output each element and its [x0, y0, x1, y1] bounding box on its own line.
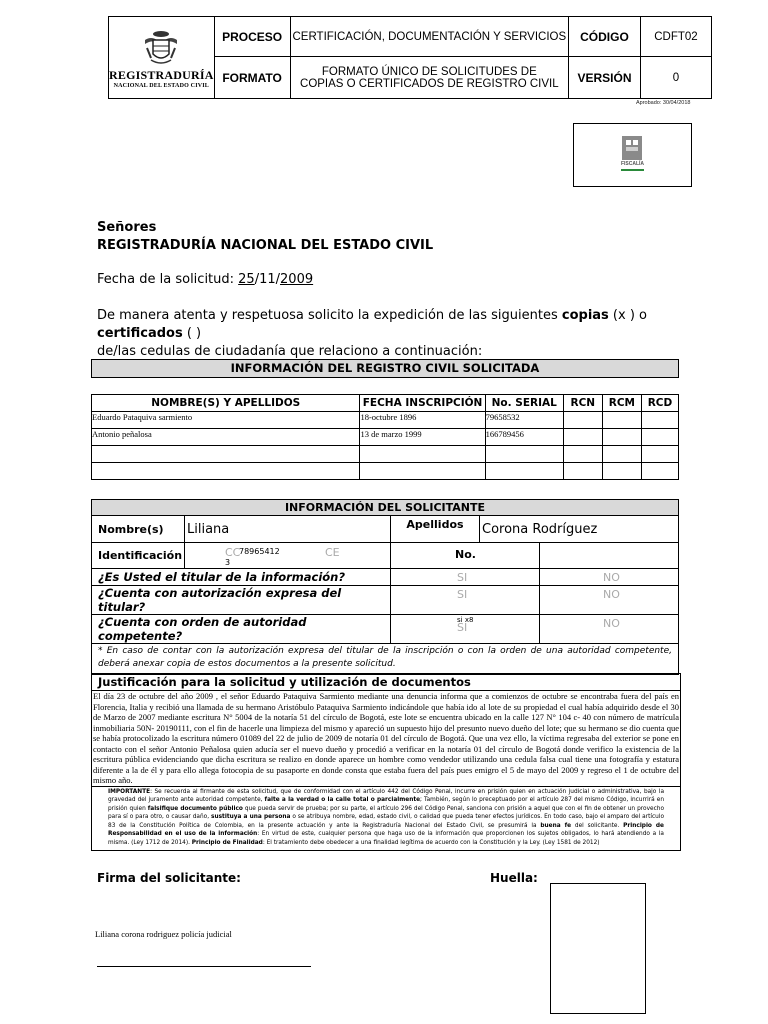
cell-serial[interactable]: 166789456 — [485, 429, 563, 446]
cell-rcn[interactable] — [563, 446, 602, 463]
cc-label[interactable]: CC — [225, 546, 241, 559]
version-value: 0 — [640, 57, 711, 99]
justificacion-box — [91, 673, 681, 851]
cell-fecha[interactable]: 18-octubre 1896 — [360, 412, 485, 429]
question-autorizacion: ¿Cuenta con autorización expresa del titular? — [92, 586, 391, 615]
cell-rcd[interactable] — [641, 412, 678, 429]
cell-fecha[interactable]: 13 de marzo 1999 — [360, 429, 485, 446]
identificacion-label: Identificación — [92, 543, 185, 569]
copias-word: copias — [561, 308, 609, 323]
answer-autorizacion — [391, 586, 679, 615]
question-orden: ¿Cuenta con orden de autoridad competente? — [92, 615, 391, 644]
col-nombres: NOMBRE(S) Y APELLIDOS — [92, 395, 360, 412]
legal-run: del solicitante. — [571, 822, 624, 829]
cell-serial[interactable] — [485, 463, 563, 480]
date-label: Fecha de la solicitud: — [97, 272, 239, 287]
cc-value-2: 3 — [225, 558, 231, 567]
answer-titular-si[interactable]: SI — [457, 571, 468, 584]
legal-notice — [92, 786, 680, 850]
nombre-value[interactable]: Liliana — [185, 516, 391, 543]
codigo-value: CDFT02 — [640, 17, 711, 57]
col-rcd: RCD — [641, 395, 678, 412]
answer-titular-no[interactable]: NO — [603, 571, 620, 584]
legal-run: : El tratamiento debe obedecer a una finalidad legítima de acuerdo con la Constitución y la Ley. (Ley 1581 de 2012) — [262, 840, 600, 847]
logo-subtitle: NACIONAL DEL ESTADO CIVIL — [113, 83, 210, 89]
cell-nombre[interactable] — [92, 463, 360, 480]
answer-orden-no[interactable]: NO — [603, 617, 620, 630]
cell-rcn[interactable] — [563, 412, 602, 429]
cell-rcm[interactable] — [602, 412, 641, 429]
legal-bold-run: falsifique documento público — [147, 805, 243, 812]
cell-rcm[interactable] — [602, 446, 641, 463]
recipient: REGISTRADURÍA NACIONAL DEL ESTADO CIVIL — [97, 238, 434, 253]
answer-titular — [391, 569, 679, 586]
signature-text: Liliana corona rodriguez policía judicial — [95, 929, 232, 939]
cell-serial[interactable] — [485, 446, 563, 463]
answer-orden-mark: si x8 — [457, 616, 474, 624]
cell-rcd[interactable] — [641, 463, 678, 480]
numero-divider — [539, 542, 540, 569]
justificacion-body[interactable]: El día 23 de octubre del año 2009 , el señor Eduardo Pataquiva Sarmiento mediante una denuncia informa que a comienzos de octubre se encontraba fuera del país en Florencia, Italia y recibió una llamada de su hermano Aristóbulo Pataquiva Sarmiento indicándole que había ido al lote de su propiedad el cual había adquirido desde el 30 de Marzo de 2007 mediante escritura N° 5004 de la notaría 51 del círculo de Bogotá, este lote se encuentra ubicado en la calle 127 N° 104 c- 40 con número de matrícula inmobiliaria 50N- 20190111, con el fin de hacerle una limpieza del mismo y apareció un supuesto hijo del presunto nuevo dueño del lote; que su hermano se dio cuenta que se había protocolizado la escritura número 01089 del 22 de julio de 2009 de notaría 01 del círculo de Bogotá. Que una vez ello, la víctima regresaba del exterior se pone en contacto con el señor Antonio Peñalosa quien aducía ser el nuevo dueño y procedió a verificar en la notaría 01 del círculo de Bogotá donde verifico la existencia de la escritura pública evidenciando que dicha escritura se realizo en donde aparece un hombre como vendedor utilizando una cedula falsa cual tiene una fotografía y estatura diferente a la de él y para ello allega fotocopia de su pasaporte en donde consta que estaba fuera del país pues emigro el 5 de mayo del 2009 y regreso el 1 de octubre del mismo año. — [93, 691, 679, 785]
legal-bold-run: Principio de Finalidad — [191, 840, 263, 847]
cell-fecha[interactable] — [360, 463, 485, 480]
col-rcn: RCN — [563, 395, 602, 412]
formato-value — [290, 57, 569, 99]
ce-label[interactable]: CE — [325, 546, 340, 559]
apellidos-label: Apellidos — [391, 516, 480, 543]
cell-nombre[interactable]: Antonio peñalosa — [92, 429, 360, 446]
no-label: No. — [455, 548, 476, 561]
letter-body-2: de/las cedulas de ciudadanía que relaciono a continuación: — [97, 344, 483, 359]
approved-date: Aprobado: 30/04/2018 — [636, 100, 691, 106]
letter-body — [97, 307, 697, 361]
cell-nombre[interactable]: Eduardo Pataquiva sarmiento — [92, 412, 360, 429]
answer-autorizacion-si[interactable]: SI — [457, 588, 468, 601]
numero-cell — [391, 543, 679, 569]
solicitante-section-title: INFORMACIÓN DEL SOLICITANTE — [92, 500, 679, 516]
legal-bold-run: IMPORTANTE — [108, 788, 151, 795]
table-row — [92, 412, 679, 429]
legal-run: : Se recuerda al firmante de esta solicitud, que de conformidad con el artículo 442 del Código Penal, incurre en prisión quien en actuación judicial o administrativa, bajo la gravedad del juramento ante autoridad competente, — [108, 788, 664, 804]
nombre-label: Nombre(s) — [92, 516, 185, 543]
legal-run: : En virtud de este, cualquier persona que haga uso de la información que proporcionen los sujetos obligados, lo hará atendiendo a la misma. (Ley 1712 de 2014). — [108, 831, 664, 847]
version-label: VERSIÓN — [569, 57, 641, 99]
firma-label: Firma del solicitante: — [97, 871, 241, 885]
cell-rcn[interactable] — [563, 463, 602, 480]
certificados-mark[interactable]: ( ) — [182, 326, 202, 341]
legal-run: ; También, según lo preceptuado por el artículo 287 del mismo Código, incurrirá en prisión quien — [108, 797, 665, 812]
cell-rcm[interactable] — [602, 463, 641, 480]
copias-mark[interactable]: (x ) o — [608, 308, 647, 323]
stamp-text: FISCALÍA — [620, 161, 645, 167]
registro-header-row — [92, 395, 679, 412]
justificacion-title: Justificación para la solicitud y utilización de documentos — [92, 674, 680, 691]
stamp-box — [573, 123, 692, 187]
codigo-label: CÓDIGO — [569, 17, 641, 57]
legal-bold-run: sustituya a una persona — [211, 814, 291, 821]
formato-label: FORMATO — [214, 57, 290, 99]
col-fecha: FECHA INSCRIPCIÓN — [360, 395, 485, 412]
logo-cell — [109, 17, 215, 99]
legal-bold-run: falte a la verdad o la calle total o parcialmente — [264, 797, 421, 804]
apellidos-value[interactable]: Corona Rodríguez — [480, 516, 679, 543]
header-table — [108, 16, 712, 99]
solicitante-table — [91, 499, 679, 675]
solicitante-note: * En caso de contar con la autorización expresa del titular de la inscripción o con la orden de una autoridad competente, deberá anexar copia de estos documentos a la presente solicitud. — [92, 644, 679, 675]
certificados-word: certificados — [97, 326, 183, 341]
letter-body-1: De manera atenta y respetuosa solicito la expedición de las siguientes — [97, 308, 562, 323]
answer-orden-si[interactable]: SI — [457, 621, 468, 634]
table-row — [92, 446, 679, 463]
date-year: 2009 — [280, 272, 314, 287]
cell-fecha[interactable] — [360, 446, 485, 463]
legal-run: que pueda servir de prueba; por su parte, el artículo 296 del Código Penal, sanciona con prisión a aquel que con el fin de obtener un provecho para sí o para otro, o causar daño, — [108, 805, 664, 821]
col-rcm: RCM — [602, 395, 641, 412]
registro-table — [91, 394, 679, 480]
cell-rcn[interactable] — [563, 429, 602, 446]
cc-value: 78965412 — [239, 547, 280, 556]
cell-rcd[interactable] — [641, 446, 678, 463]
identificacion-type — [185, 543, 391, 569]
question-titular: ¿Es Usted el titular de la información? — [92, 569, 391, 586]
huella-box[interactable] — [550, 883, 646, 1014]
proceso-label: PROCESO — [214, 17, 290, 57]
legal-run: o se atribuya nombre, edad, estado civil, o calidad que pueda tener efectos jurídicos. En todo caso, bajo el amparo del artículo 83 de la Constitución Política de Colombia, en la presente actuación y ante la Registraduría Nacional del Estado Civil, se presumirá la — [108, 814, 664, 829]
table-row — [92, 463, 679, 480]
salutation: Señores — [97, 220, 157, 235]
answer-orden — [391, 615, 679, 644]
proceso-value: CERTIFICACIÓN, DOCUMENTACIÓN Y SERVICIOS — [290, 17, 569, 57]
coat-of-arms-icon — [141, 28, 181, 68]
cell-rcd[interactable] — [641, 429, 678, 446]
formato-line-2: COPIAS O CERTIFICADOS DE REGISTRO CIVIL — [300, 77, 559, 90]
formato-line-1: FORMATO ÚNICO DE SOLICITUDES DE — [321, 65, 537, 78]
logo-title: REGISTRADURÍA — [109, 68, 214, 82]
table-row — [92, 429, 679, 446]
legal-bold-run: Principio de Responsabilidad en el uso de la información — [108, 822, 664, 838]
signature-line[interactable] — [97, 966, 311, 967]
answer-autorizacion-no[interactable]: NO — [603, 588, 620, 601]
cell-nombre[interactable] — [92, 446, 360, 463]
cell-rcm[interactable] — [602, 429, 641, 446]
fiscalia-logo-icon — [574, 124, 691, 186]
col-serial: No. SERIAL — [485, 395, 563, 412]
date-month: 11 — [259, 272, 276, 287]
huella-label: Huella: — [490, 871, 538, 885]
cell-serial[interactable]: 79658532 — [485, 412, 563, 429]
request-date: Fecha de la solicitud: 25/11/2009 — [97, 272, 314, 287]
registro-section-title: INFORMACIÓN DEL REGISTRO CIVIL SOLICITADA — [91, 359, 679, 378]
date-day: 25 — [238, 272, 255, 287]
legal-bold-run: buena fe — [540, 822, 572, 829]
